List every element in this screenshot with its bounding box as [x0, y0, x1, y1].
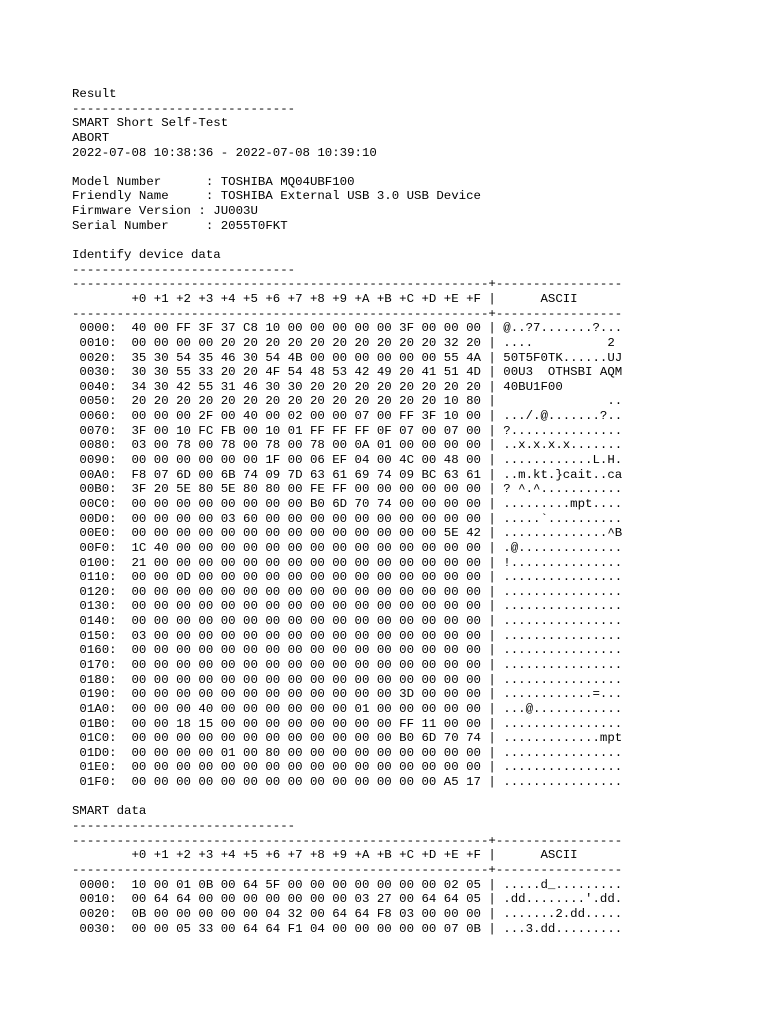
hex-row: 0170: 00 00 00 00 00 00 00 00 00 00 00 00 00 00 00 00 | ................ [72, 657, 623, 672]
hex-table-header: +0 +1 +2 +3 +4 +5 +6 +7 +8 +9 +A +B +C +D +E +F | ASCII [72, 291, 578, 306]
hex-row: 0050: 20 20 20 20 20 20 20 20 20 20 20 20 20 20 10 80 | .. [72, 394, 623, 409]
hex-row: 0150: 03 00 00 00 00 00 00 00 00 00 00 00 00 00 00 00 | ................ [72, 628, 623, 643]
identify-hex-table-body [72, 321, 752, 790]
hex-row: 0010: 00 00 00 00 20 20 20 20 20 20 20 20 20 20 32 20 | .... 2 [72, 335, 615, 350]
hex-row: 0070: 3F 00 10 FC FB 00 10 01 FF FF FF 0F 07 00 07 00 | ?............... [72, 423, 623, 438]
hex-row: 0160: 00 00 00 00 00 00 00 00 00 00 00 00 00 00 00 00 | ................ [72, 643, 623, 658]
serial-number-line: Serial Number : 2055T0FKT [72, 218, 288, 233]
hex-row: 00D0: 00 00 00 00 03 60 00 00 00 00 00 00 00 00 00 00 | .....`.......... [72, 511, 623, 526]
hex-row: 00E0: 00 00 00 00 00 00 00 00 00 00 00 00 00 00 5E 42 | ..............^B [72, 526, 623, 541]
hex-table-border-top: --------------------------------------------------------+----------------- [72, 833, 623, 848]
model-number-line: Model Number : TOSHIBA MQ04UBF100 [72, 174, 355, 189]
friendly-name-line: Friendly Name : TOSHIBA External USB 3.0 USB Device [72, 189, 481, 204]
hex-row: 0000: 10 00 01 0B 00 64 5F 00 00 00 00 00 00 00 02 05 | .....d_......... [72, 877, 623, 892]
identify-heading: Identify device data [72, 248, 221, 263]
hex-row: 0040: 34 30 42 55 31 46 30 30 20 20 20 20 20 20 20 20 | 40BU1F00 [72, 379, 563, 394]
smart-data-heading: SMART data [72, 804, 147, 819]
hex-row: 00B0: 3F 20 5E 80 5E 80 80 00 FE FF 00 00 00 00 00 00 | ? ^.^........... [72, 482, 623, 497]
hex-row: 0190: 00 00 00 00 00 00 00 00 00 00 00 00 3D 00 00 00 | ............=... [72, 687, 623, 702]
test-name: SMART Short Self-Test [72, 116, 229, 131]
hex-row: 0010: 00 64 64 00 00 00 00 00 00 00 03 27 00 64 64 05 | .dd........'.dd. [72, 892, 623, 907]
hex-table-border-mid: --------------------------------------------------------+----------------- [72, 306, 623, 321]
hex-row: 01E0: 00 00 00 00 00 00 00 00 00 00 00 00 00 00 00 00 | ................ [72, 760, 623, 775]
hex-table-border-mid: --------------------------------------------------------+----------------- [72, 862, 623, 877]
hex-row: 0140: 00 00 00 00 00 00 00 00 00 00 00 00 00 00 00 00 | ................ [72, 614, 623, 629]
hex-row: 0110: 00 00 0D 00 00 00 00 00 00 00 00 00 00 00 00 00 | ................ [72, 570, 623, 585]
hex-table-border-top: --------------------------------------------------------+----------------- [72, 277, 623, 292]
result-heading: Result [72, 87, 117, 101]
hex-row: 0090: 00 00 00 00 00 00 1F 00 06 EF 04 00 4C 00 48 00 | ............L.H. [72, 453, 623, 468]
hex-row: 01B0: 00 00 18 15 00 00 00 00 00 00 00 00 FF 11 00 00 | ................ [72, 716, 623, 731]
hex-row: 0020: 35 30 54 35 46 30 54 4B 00 00 00 00 00 00 55 4A | 50T5F0TK......UJ [72, 350, 623, 365]
firmware-version-line: Firmware Version : JU003U [72, 204, 258, 219]
hex-row: 00A0: F8 07 6D 00 6B 74 09 7D 63 61 69 74 09 BC 63 61 | ..m.kt.}cait..ca [72, 467, 623, 482]
hex-row: 0100: 21 00 00 00 00 00 00 00 00 00 00 00 00 00 00 00 | !............... [72, 555, 623, 570]
blank-line [72, 233, 752, 248]
hex-row: 01A0: 00 00 00 40 00 00 00 00 00 00 01 00 00 00 00 00 | ...@............ [72, 701, 623, 716]
hex-row: 0060: 00 00 00 2F 00 40 00 02 00 00 07 00 FF 3F 10 00 | .../.@.......?.. [72, 409, 623, 424]
test-status: ABORT [72, 130, 110, 145]
hex-row: 00F0: 1C 40 00 00 00 00 00 00 00 00 00 00 00 00 00 00 | .@.............. [72, 540, 623, 555]
hex-row: 0030: 30 30 55 33 20 20 4F 54 48 53 42 49 20 41 51 4D | 00U3 OTHSBI AQM [72, 365, 623, 380]
hex-row: 0030: 00 00 05 33 00 64 64 F1 04 00 00 00 00 00 07 0B | ...3.dd......... [72, 921, 623, 936]
smart-hex-table-body [72, 878, 752, 937]
test-timespan: 2022-07-08 10:38:36 - 2022-07-08 10:39:10 [72, 145, 377, 160]
hex-row: 01F0: 00 00 00 00 00 00 00 00 00 00 00 00 00 00 A5 17 | ................ [72, 775, 623, 790]
hex-row: 0000: 40 00 FF 3F 37 C8 10 00 00 00 00 00 3F 00 00 00 | @..?7.......?... [72, 321, 623, 336]
result-heading-underline: ------------------------------ [72, 101, 296, 116]
hex-row: 0120: 00 00 00 00 00 00 00 00 00 00 00 00 00 00 00 00 | ................ [72, 584, 623, 599]
smart-report-document [72, 87, 752, 936]
hex-row: 0080: 03 00 78 00 78 00 78 00 78 00 0A 01 00 00 00 00 | ..x.x.x.x....... [72, 438, 623, 453]
hex-row: 00C0: 00 00 00 00 00 00 00 00 B0 6D 70 74 00 00 00 00 | .........mpt.... [72, 496, 623, 511]
smart-data-heading-underline: ------------------------------ [72, 819, 296, 834]
hex-row: 01C0: 00 00 00 00 00 00 00 00 00 00 00 00 B0 6D 70 74 | .............mpt [72, 731, 623, 746]
hex-row: 01D0: 00 00 00 00 01 00 80 00 00 00 00 00 00 00 00 00 | ................ [72, 745, 623, 760]
hex-row: 0180: 00 00 00 00 00 00 00 00 00 00 00 00 00 00 00 00 | ................ [72, 672, 623, 687]
hex-table-header: +0 +1 +2 +3 +4 +5 +6 +7 +8 +9 +A +B +C +D +E +F | ASCII [72, 848, 578, 863]
identify-heading-underline: ------------------------------ [72, 262, 296, 277]
blank-line [72, 790, 752, 805]
blank-line [72, 160, 752, 175]
hex-row: 0130: 00 00 00 00 00 00 00 00 00 00 00 00 00 00 00 00 | ................ [72, 599, 623, 614]
hex-row: 0020: 0B 00 00 00 00 00 04 32 00 64 64 F8 03 00 00 00 | .......2.dd..... [72, 906, 623, 921]
